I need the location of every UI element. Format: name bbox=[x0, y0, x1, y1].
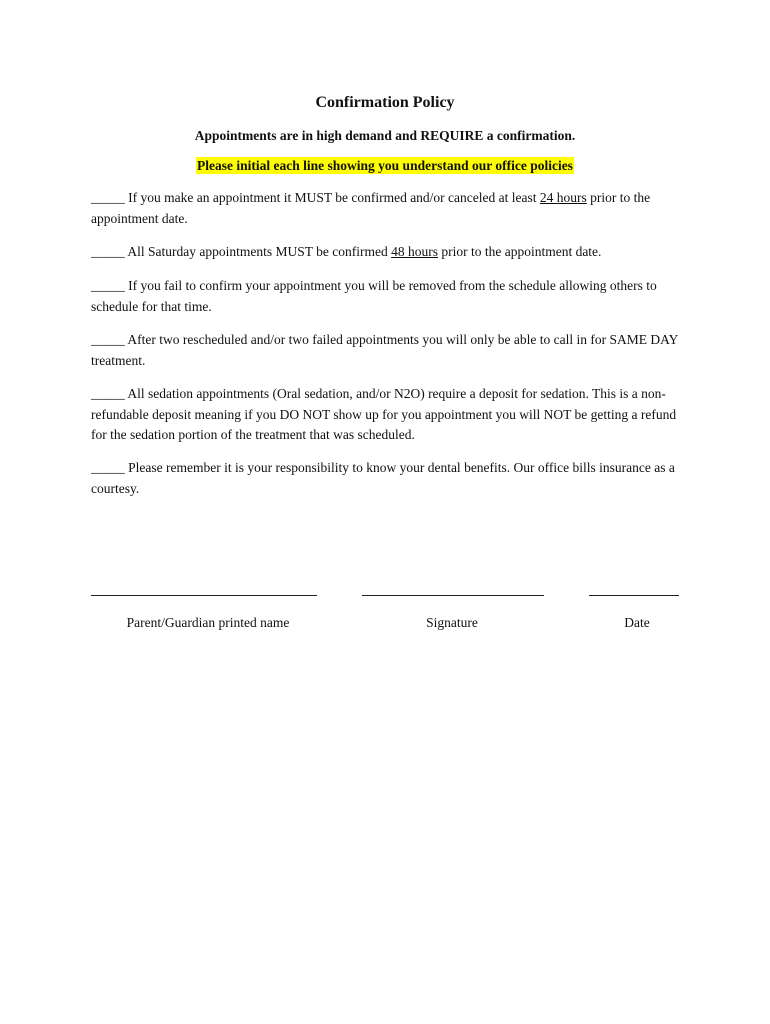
initial-blank[interactable]: _____ bbox=[91, 332, 125, 347]
instruction-row bbox=[0, 157, 770, 175]
policy-item-4 bbox=[91, 330, 691, 371]
policy-item-6 bbox=[91, 458, 691, 499]
policy-text: If you make an appointment it MUST be confirmed and/or canceled at least bbox=[124, 190, 540, 205]
page-title: Confirmation Policy bbox=[315, 94, 455, 111]
initial-blank[interactable]: _____ bbox=[91, 190, 125, 205]
initial-blank[interactable]: _____ bbox=[91, 278, 125, 293]
policy-item-2 bbox=[91, 242, 691, 263]
initial-blank[interactable]: _____ bbox=[91, 244, 125, 259]
policy-text: All Saturday appointments MUST be confirmed bbox=[124, 244, 392, 259]
date-label: Date bbox=[624, 615, 650, 630]
highlighted-instruction: Please initial each line showing you understand our office policies bbox=[197, 158, 573, 173]
printed-name-line[interactable] bbox=[91, 595, 317, 596]
policy-item-1 bbox=[91, 188, 691, 229]
policy-text: Please remember it is your responsibility to know your dental benefits. Our office bills insurance as a courtesy. bbox=[91, 460, 675, 496]
policy-text: If you fail to confirm your appointment you will be removed from the schedule allowing others to schedule for that time. bbox=[91, 278, 657, 314]
initial-blank[interactable]: _____ bbox=[91, 386, 125, 401]
policy-text: All sedation appointments (Oral sedation, and/or N2O) require a deposit for sedation. This is a non-refundable deposit meaning if you DO NOT show up for you appointment you will NOT be getting a refund for the sedation portion of the treatment that was scheduled. bbox=[91, 386, 677, 442]
signature-line[interactable] bbox=[362, 595, 544, 596]
policy-text: After two rescheduled and/or two failed appointments you will only be able to call in for SAME DAY treatment. bbox=[91, 332, 678, 368]
policy-emphasis: 24 hours bbox=[539, 190, 587, 205]
policy-item-3 bbox=[91, 276, 691, 317]
date-line[interactable] bbox=[589, 595, 679, 596]
policy-emphasis: 48 hours bbox=[391, 244, 438, 259]
subtitle: Appointments are in high demand and REQUIRE a confirmation. bbox=[194, 128, 576, 143]
initial-blank[interactable]: _____ bbox=[91, 460, 125, 475]
printed-name-label: Parent/Guardian printed name bbox=[126, 615, 290, 630]
signature-label: Signature bbox=[426, 615, 478, 630]
policy-text: prior to the appointment date. bbox=[91, 190, 651, 226]
policy-item-5 bbox=[91, 384, 691, 446]
policy-text: prior to the appointment date. bbox=[437, 244, 602, 259]
